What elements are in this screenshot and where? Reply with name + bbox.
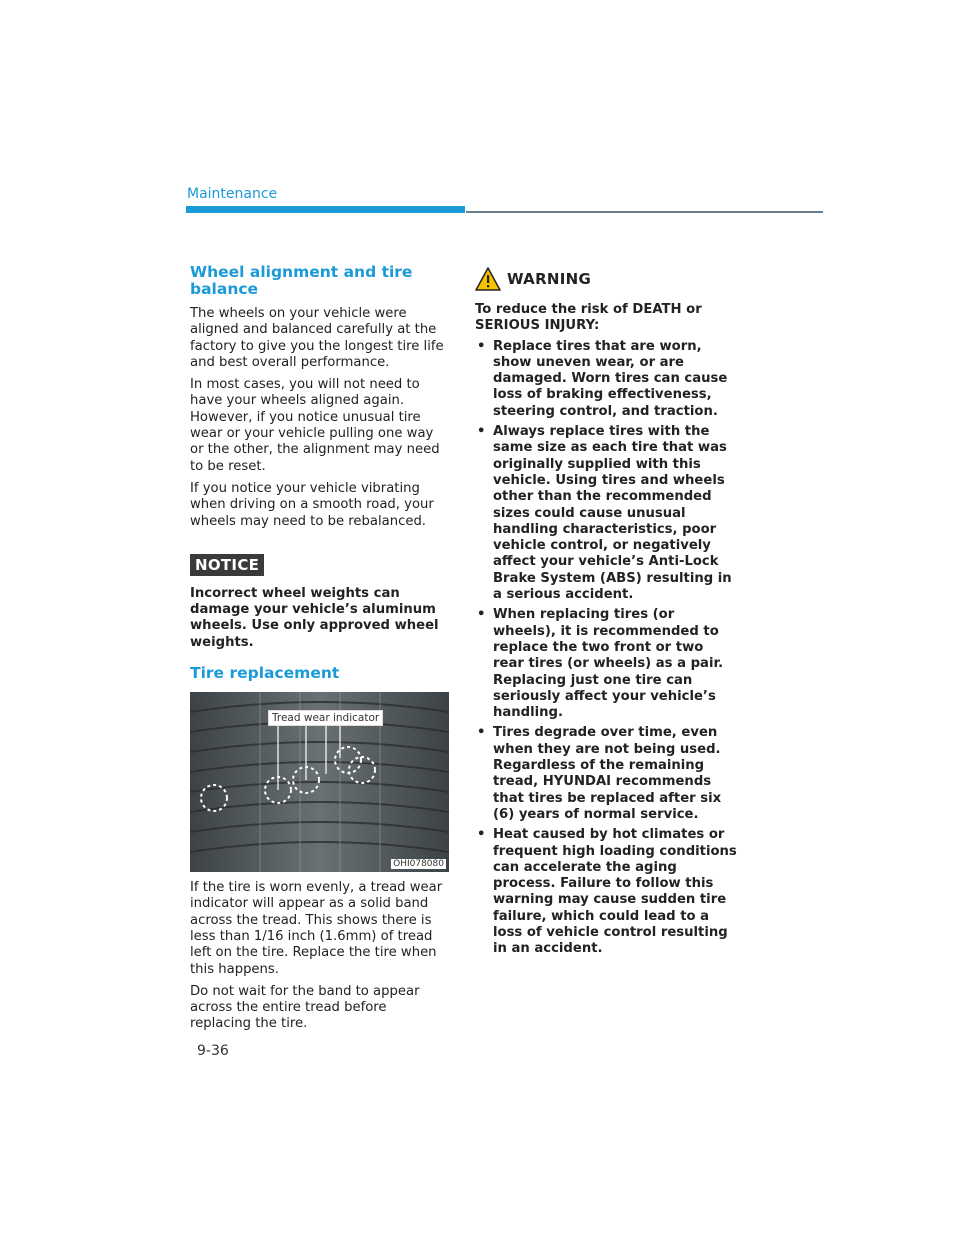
warning-item-text: Heat caused by hot climates or frequent high loading conditions can accelerate the aging process. Failure to follow this warning may cause sudden tire failure, which could lead to a loss of vehicle control resulting in an accident. xyxy=(493,827,737,957)
figure-code: OHI078080 xyxy=(393,859,444,870)
list-item: • When replacing tires (or wheels), it is recommended to replace the two front or two rear tires (or wheels) as a pair. Replacing just one tire can seriously affect your vehicle’s handling. xyxy=(477,607,724,721)
replacement-paragraph: Do not wait for the band to appear across the entire tread before replacing the tire. xyxy=(190,983,420,1032)
list-item: • Replace tires that are worn, show uneven wear, or are damaged. Worn tires can cause loss of braking effectiveness, steering control, and traction. xyxy=(477,338,728,419)
warning-title: WARNING xyxy=(507,270,592,288)
header-rule xyxy=(466,211,823,213)
alignment-paragraph: If you notice your vehicle vibrating when driving on a smooth road, your wheels may need to be rebalanced. xyxy=(190,480,434,529)
page-number: 9-36 xyxy=(197,1043,229,1059)
alignment-paragraph: In most cases, you will not need to have your wheels aligned again. However, if you notice unusual tire wear or your vehicle pulling one way or the other, the alignment may need to be reset. xyxy=(190,377,440,474)
header-rule-accent xyxy=(186,206,465,213)
tread-wear-indicator-label: Tread wear indicator xyxy=(268,710,383,726)
left-column xyxy=(190,264,450,1039)
warning-item-text: Tires degrade over time, even when they are not being used. Regardless of the remaining tread, HYUNDAI recommends that tires be replaced after six (6) years of normal service. xyxy=(493,725,722,822)
tire-replacement-heading: Tire replacement xyxy=(190,664,340,683)
warning-header xyxy=(475,266,737,292)
warning-triangle-icon xyxy=(475,266,501,292)
alignment-paragraph: The wheels on your vehicle were aligned and balanced carefully at the factory to give you the longest tire life and best overall performance. xyxy=(190,306,444,370)
alignment-heading: Wheel alignment and tire balance xyxy=(190,263,413,298)
notice-label: NOTICE xyxy=(190,554,264,576)
warning-item-text: When replacing tires (or wheels), it is recommended to replace the two front or two rear tires (or wheels) as a pair. Replacing just one tire can seriously affect your vehicle’s handling. xyxy=(493,607,724,721)
notice-text: Incorrect wheel weights can damage your vehicle’s aluminum wheels. Use only approved wheel weights. xyxy=(190,585,439,650)
warning-intro: To reduce the risk of DEATH or SERIOUS INJURY: xyxy=(475,302,702,334)
warning-box xyxy=(475,266,737,962)
warning-item-text: Always replace tires with the same size as each tire that was originally supplied with this vehicle. Using tires and wheels other than the recommended sizes could cause unusual handling characteristics, poor vehicle control, or negatively affect your vehicle’s Anti-Lock Brake System (ABS) resulting in a serious accident. xyxy=(493,424,732,603)
section-title: Maintenance xyxy=(187,186,278,202)
list-item: • Heat caused by hot climates or frequent high loading conditions can accelerate the aging process. Failure to follow this warning may cause sudden tire failure, which could lead to a loss of vehicle control resulting in an accident. xyxy=(477,827,737,957)
replacement-paragraph: If the tire is worn evenly, a tread wear indicator will appear as a solid band across the tread. This shows there is less than 1/16 inch (1.6mm) of tread left on the tire. Replace the tire when this happens. xyxy=(190,880,443,977)
list-item: • Tires degrade over time, even when they are not being used. Regardless of the remaining tread, HYUNDAI recommends that tires be replaced after six (6) years of normal service. xyxy=(477,725,722,822)
warning-list xyxy=(475,339,737,958)
warning-item-text: Replace tires that are worn, show uneven wear, or are damaged. Worn tires can cause loss of braking effectiveness, steering control, and traction. xyxy=(493,338,728,419)
list-item: • Always replace tires with the same size as each tire that was originally supplied with this vehicle. Using tires and wheels other than the recommended sizes could cause unusual handling characteristics, poor vehicle control, or negatively affect your vehicle’s Anti-Lock Brake System (ABS) resulting in a serious accident. xyxy=(477,424,732,603)
tread-wear-figure xyxy=(190,692,449,872)
